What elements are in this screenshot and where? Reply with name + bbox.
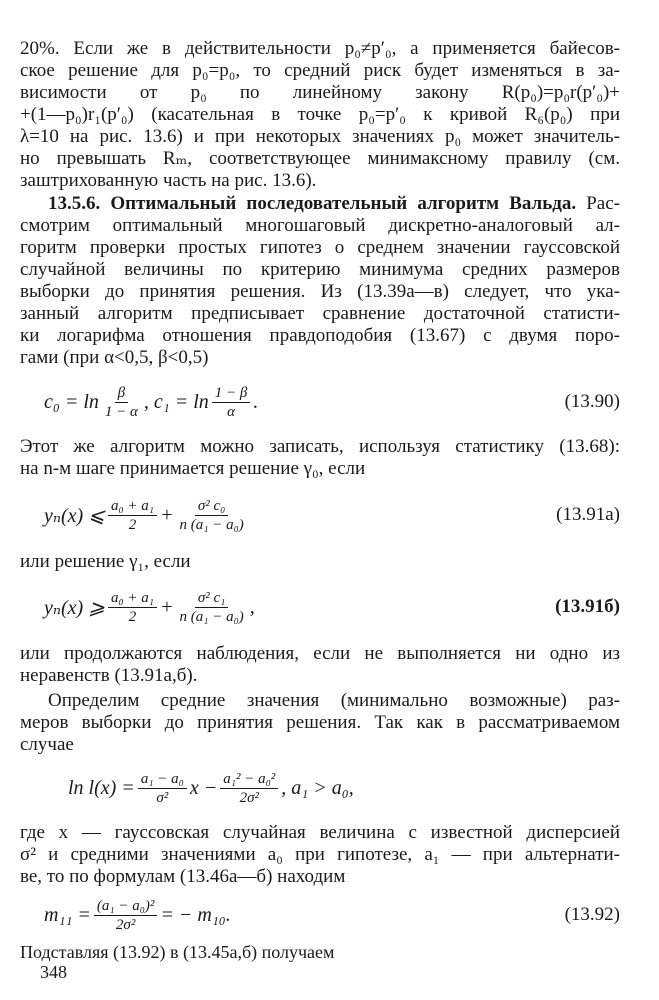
- text-line: неравенств (13.91а,б).: [20, 665, 198, 686]
- eq-term: , a₁ > a₀,: [281, 776, 354, 799]
- text-line: горитм проверки простых гипотез о среднем значении гауссовской: [20, 237, 620, 258]
- text-line: Определим средние значения (минимально возможные) раз-: [48, 690, 620, 711]
- text-line: ки логарифма отношения правдоподобия (13.67) с двумя поро-: [20, 325, 620, 346]
- text-line: случайной величины по критерию минимума средних размеров: [20, 259, 620, 280]
- eq-term: ,: [249, 595, 255, 618]
- text-line: но превышать Rₘ, соответствующее минимаксному правилу (см.: [20, 148, 620, 169]
- eq-term: ln l(x) =: [68, 776, 135, 799]
- equation-13-92: [20, 890, 620, 940]
- section-heading-line: [48, 193, 620, 215]
- text-line: Подставляя (13.92) в (13.45а,б) получаем: [20, 942, 335, 962]
- eq-denominator: 2: [128, 516, 137, 533]
- eq-numerator: a₁² − a₀²: [220, 770, 278, 789]
- eq-denominator: n (a₁ − a₀): [179, 608, 244, 625]
- equation-13-90: [20, 374, 620, 430]
- text-line: λ=10 на рис. 13.6) и при некоторых значениях p₀ может значитель-: [20, 126, 620, 147]
- text-line: +(1—p₀)r₁(p′₀) (касательная в точке p₀=p′₀ к кривой R₆(p₀) при: [20, 104, 620, 125]
- eq-term: .: [253, 390, 259, 413]
- eq-denominator: 1 − α: [104, 403, 138, 420]
- eq-term: +: [160, 503, 174, 526]
- eq-term: yₙ(x) ⩽: [44, 504, 105, 527]
- eq-denominator: 2: [128, 608, 137, 625]
- text-line: где x — гауссовская случайная величина с известной дисперсией: [20, 822, 620, 843]
- text-line: ве, то по формулам (13.46а—б) находим: [20, 866, 346, 887]
- text-line: или продолжаются наблюдения, если не выполняется ни одно из: [20, 643, 620, 664]
- eq-term: yₙ(x) ⩾: [44, 596, 105, 619]
- eq-denominator: n (a₁ − a₀): [179, 516, 244, 533]
- eq-numerator: a₀ + a₁: [108, 497, 157, 516]
- text-line: на n-м шаге принимается решение γ₀, если: [20, 458, 366, 479]
- text-line: σ² и средними значениями a₀ при гипотезе, a₁ — при альтернати-: [20, 844, 620, 865]
- section-heading: 13.5.6. Оптимальный последовательный алгоритм Вальда.: [48, 193, 577, 214]
- eq-term: , c₁ = ln: [143, 390, 209, 413]
- text-line: занный алгоритм предписывает сравнение достаточной статисти-: [20, 303, 620, 324]
- equation-number: (13.90): [564, 391, 620, 412]
- eq-denominator: σ²: [156, 789, 169, 806]
- equation-13-91b: [20, 579, 620, 635]
- eq-denominator: α: [227, 403, 236, 420]
- eq-denominator: 2σ²: [115, 916, 136, 933]
- text-line: ское решение для p₀=p₀, то средний риск будет изменяться в за-: [20, 60, 620, 81]
- eq-numerator: (a₁ − a₀)²: [94, 897, 158, 916]
- equation-number: (13.91б): [555, 596, 620, 617]
- eq-numerator: σ² c₁: [195, 589, 229, 608]
- text-line: меров выборки до принятия решения. Так как в рассматриваемом: [20, 712, 620, 733]
- text-line: случае: [20, 734, 74, 755]
- page-number: 348: [40, 962, 67, 982]
- equation-number: (13.91а): [556, 504, 620, 525]
- text-line: гами (при α<0,5, β<0,5): [20, 347, 209, 368]
- text-line: висимости от p₀ по линейному закону R(p₀)=p₀r(p′₀)+: [20, 82, 620, 103]
- eq-term: m₁₁ =: [44, 903, 91, 926]
- eq-numerator: 1 − β: [212, 384, 251, 403]
- eq-term: +: [160, 595, 174, 618]
- eq-numerator: a₁ − a₀: [138, 770, 187, 789]
- text-line: смотрим оптимальный многошаговый дискретно-аналоговый ал-: [20, 215, 620, 236]
- equation-log-likelihood: [20, 760, 620, 816]
- eq-numerator: β: [115, 384, 128, 403]
- text-line: заштрихованную часть на рис. 13.6).: [20, 170, 317, 191]
- text-fragment: Рас-: [586, 193, 620, 214]
- text-line: 20%. Если же в действительности p₀≠p′₀, а применяется байесов-: [20, 38, 620, 59]
- eq-denominator: 2σ²: [239, 789, 259, 806]
- eq-numerator: σ² c₀: [195, 497, 229, 516]
- text-line: или решение γ₁, если: [20, 551, 191, 572]
- eq-term: x −: [189, 776, 218, 799]
- text-line: Этот же алгоритм можно записать, используя статистику (13.68):: [20, 436, 620, 457]
- eq-term: c₀ = ln: [44, 390, 99, 413]
- eq-term: = − m₁₀.: [160, 903, 231, 926]
- eq-numerator: a₀ + a₁: [108, 589, 157, 608]
- equation-13-91a: [20, 487, 620, 543]
- text-line: выборки до принятия решения. Из (13.39а—в) следует, что ука-: [20, 281, 620, 302]
- equation-number: (13.92): [564, 904, 620, 925]
